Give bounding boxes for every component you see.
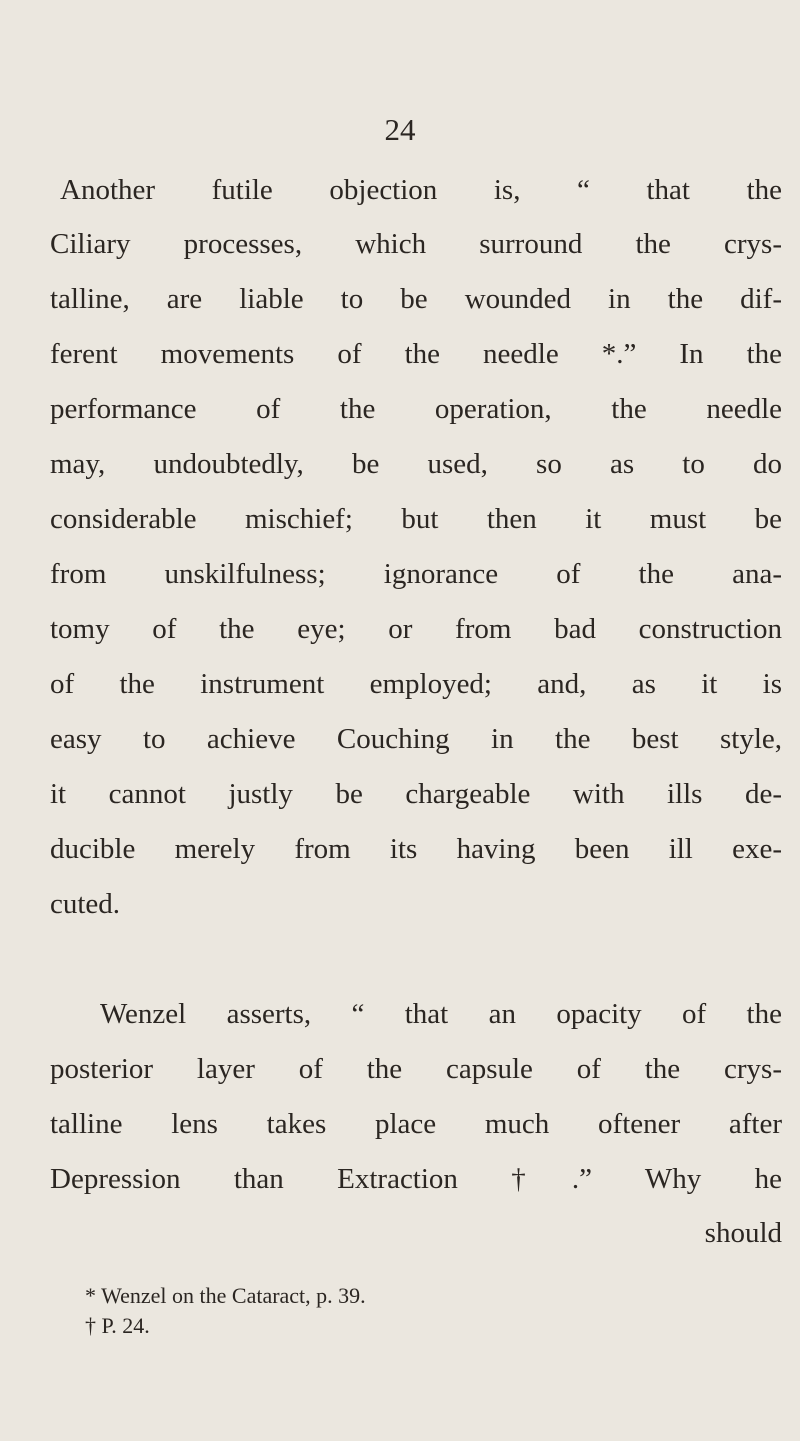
text-line: from unskilfulness; ignorance of the ana- (50, 558, 782, 590)
text-line: Wenzel asserts, “ that an opacity of the (100, 998, 782, 1030)
page-number: 24 (384, 112, 416, 147)
text-line: Depression than Extraction †.” Why he (50, 1163, 782, 1195)
text-line: Another futile objection is, “ that the (60, 174, 782, 206)
text-line: talline lens takes place much oftener after (50, 1108, 782, 1140)
text-line: it cannot justly be chargeable with ills de- (50, 778, 782, 810)
text-line: performance of the operation, the needle (50, 393, 782, 425)
text-line: Ciliary processes, which surround the crys- (50, 228, 782, 260)
text-line: cuted. (50, 888, 121, 920)
text-line: ferent movements of the needle *.” In the (50, 338, 782, 370)
footnote: † P. 24. (85, 1313, 150, 1338)
text-line: tomy of the eye; or from bad construction (50, 613, 782, 645)
catchword: should (704, 1217, 782, 1249)
text-line: posterior layer of the capsule of the crys- (50, 1053, 782, 1085)
text-line: considerable mischief; but then it must be (50, 503, 782, 535)
text-line: talline, are liable to be wounded in the dif- (50, 283, 782, 315)
text-line: easy to achieve Couching in the best style, (50, 723, 782, 755)
footnote: * Wenzel on the Cataract, p. 39. (85, 1283, 366, 1308)
text-line: ducible merely from its having been ill exe- (50, 833, 782, 865)
text-line: may, undoubtedly, be used, so as to do (50, 448, 782, 480)
text-line: of the instrument employed; and, as it is (50, 668, 782, 700)
